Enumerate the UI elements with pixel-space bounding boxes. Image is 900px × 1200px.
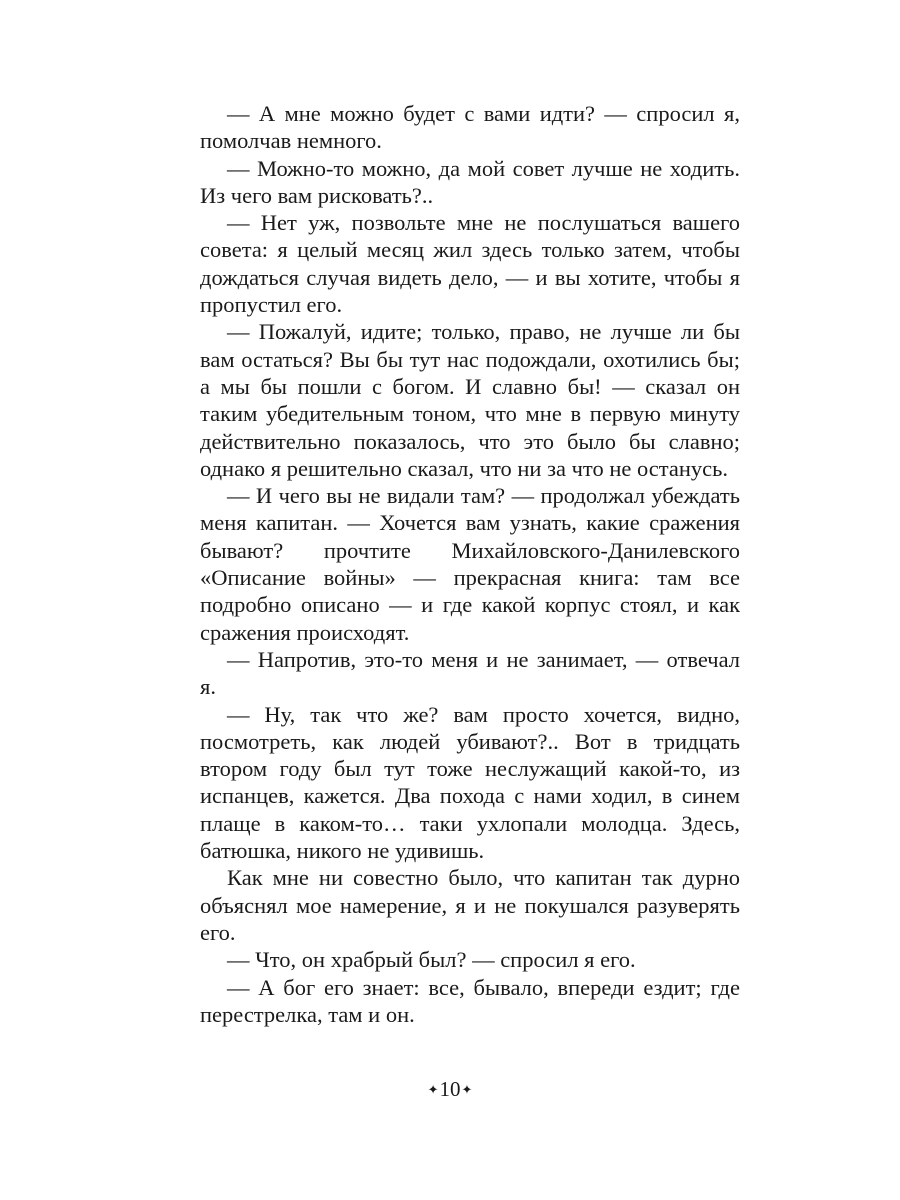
paragraph: — Можно-то можно, да мой совет лучше не ходить. Из чего вам рисковать?.. xyxy=(200,155,740,208)
paragraph: — Пожалуй, идите; только, право, не лучше ли бы вам остаться? Вы бы тут нас подождали, охотились бы; а мы бы пошли с богом. И славно бы! — сказал он таким убедительным тоном, что мне в первую минуту действительно показалось, что это было бы славно; однако я решительно сказал, что ни за что не останусь. xyxy=(200,319,740,481)
ornament-right-icon: ✦ xyxy=(461,1082,473,1097)
body-text xyxy=(200,100,740,1028)
paragraph: — И чего вы не видали там? — продолжал убеждать меня капитан. — Хочется вам узнать, какие сражения бывают? прочтите Михайловского-Данилевского «Описание войны» — прекрасная книга: там все подробно описано — и где какой корпус стоял, и как сражения происходят. xyxy=(200,483,740,645)
page-number-value: 10 xyxy=(439,1077,461,1101)
paragraph: — Нет уж, позвольте мне не послушаться вашего совета: я целый месяц жил здесь только затем, чтобы дождаться случая видеть дело, — и вы хотите, чтобы я пропустил его. xyxy=(200,210,740,318)
page-number xyxy=(0,1077,900,1102)
ornament-left-icon: ✦ xyxy=(427,1082,439,1097)
paragraph: — Ну, так что же? вам просто хочется, видно, посмотреть, как людей убивают?.. Вот в тридцать втором году был тут тоже неслужащий какой-то, из испанцев, кажется. Два похода с нами ходил, в синем плаще в каком-то… таки ухлопали молодца. Здесь, батюшка, никого не удивишь. xyxy=(200,701,740,864)
paragraph: — Что, он храбрый был? — спросил я его. xyxy=(227,947,636,973)
paragraph: — А бог его знает: все, бывало, впереди ездит; где перестрелка, там и он. xyxy=(200,974,740,1027)
paragraph: — Напротив, это-то меня и не занимает, — отвечал я. xyxy=(200,646,740,700)
paragraph: Как мне ни совестно было, что капитан так дурно объяснял мое намерение, я и не покушался разуверять его. xyxy=(200,865,740,945)
paragraph: — А мне можно будет с вами идти? — спросил я, помолчав немного. xyxy=(200,101,740,154)
